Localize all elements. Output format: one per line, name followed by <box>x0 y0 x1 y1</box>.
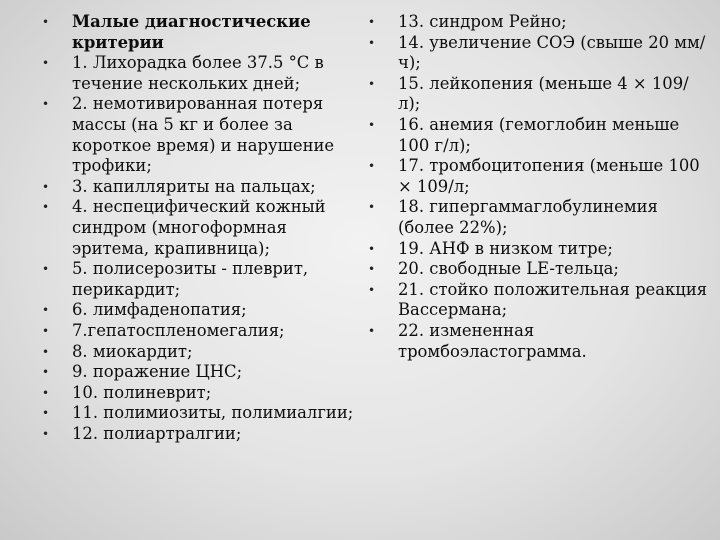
list-item <box>368 12 708 33</box>
bullet-icon: • <box>42 262 50 277</box>
list-item <box>42 94 354 176</box>
bullet-icon: • <box>42 365 50 380</box>
criterion-text: 12. полиартралгии; <box>72 423 242 443</box>
criterion-text: 9. поражение ЦНС; <box>72 362 243 382</box>
bullet-icon: • <box>368 159 376 174</box>
criterion-text: 3. капилляриты на пальцах; <box>72 176 316 196</box>
criterion-text: 14. увеличение СОЭ (свыше 20 мм/ч); <box>398 32 706 73</box>
list-item <box>42 362 354 383</box>
bullet-icon: • <box>368 282 376 297</box>
criterion-text: 10. полиневрит; <box>72 382 212 402</box>
list-item <box>42 197 354 259</box>
list-item <box>368 239 708 260</box>
criterion-text: 13. синдром Рейно; <box>398 12 567 31</box>
criterion-text: 4. неспецифический кожный синдром (многоформная эритема, крапивница); <box>72 197 326 258</box>
criterion-text: 11. полимиозиты, полимиалгии; <box>72 403 354 423</box>
criterion-text: 21. стойко положительная реакция Вассермана; <box>398 279 708 320</box>
bullet-icon: • <box>42 303 50 318</box>
list-item <box>368 197 708 238</box>
list-item <box>42 342 354 363</box>
list-item <box>368 156 708 197</box>
bullet-icon: • <box>368 117 376 132</box>
list-item <box>42 300 354 321</box>
bullet-icon: • <box>42 385 50 400</box>
criterion-text: 17. тромбоцитопения (меньше 100 × 109/л; <box>398 156 700 196</box>
list-item <box>368 280 708 321</box>
criterion-text: 15. лейкопения (меньше 4 × 109/л); <box>398 73 689 114</box>
bullet-icon: • <box>42 406 50 421</box>
criterion-text: 5. полисерозиты - плеврит, перикардит; <box>72 259 309 299</box>
criterion-text: 8. миокардит; <box>72 341 193 361</box>
criterion-text: 7.гепатоспленомегалия; <box>72 320 285 340</box>
bullet-icon: • <box>368 241 376 256</box>
list-item <box>42 259 354 300</box>
bullet-icon: • <box>368 200 376 215</box>
criterion-text: 1. Лихорадка более 37.5 °С в течение нескольких дней; <box>72 53 324 93</box>
list-heading <box>42 12 354 53</box>
list-item <box>368 115 708 156</box>
criterion-text: 20. свободные LE-тельца; <box>398 259 619 279</box>
bullet-icon: • <box>368 76 376 91</box>
bullet-icon: • <box>368 35 376 50</box>
criterion-text: 2. немотивированная потеря массы (на 5 кг и более за короткое время) и нарушение трофики; <box>72 94 335 176</box>
list-item <box>368 74 708 115</box>
list-item <box>42 321 354 342</box>
bullet-icon: • <box>42 426 50 441</box>
criterion-text: 6. лимфаденопатия; <box>72 300 247 320</box>
criterion-text: 19. АНФ в низком титре; <box>398 238 613 258</box>
list-item <box>42 403 354 424</box>
bullet-icon: • <box>42 200 50 215</box>
list-item <box>42 383 354 404</box>
bullet-icon: • <box>42 179 50 194</box>
minor-criteria-right-list <box>368 12 708 362</box>
bullet-icon: • <box>42 15 50 29</box>
criterion-text: 18. гипергаммаглобулинемия (более 22%); <box>398 197 658 237</box>
list-item <box>368 33 708 74</box>
bullet-icon: • <box>368 262 376 277</box>
list-item <box>42 53 354 94</box>
criteria-heading: Малые диагностические критерии <box>72 12 311 52</box>
list-item <box>368 321 708 362</box>
bullet-icon: • <box>42 344 50 359</box>
bullet-icon: • <box>42 97 50 112</box>
list-item <box>42 424 354 445</box>
bullet-icon: • <box>42 56 50 71</box>
list-item <box>42 177 354 198</box>
bullet-icon: • <box>42 323 50 338</box>
bullet-icon: • <box>368 15 376 29</box>
criterion-text: 22. измененная тромбоэластограмма. <box>398 320 587 361</box>
bullet-icon: • <box>368 323 376 338</box>
list-item <box>368 259 708 280</box>
minor-criteria-left-list <box>42 12 354 444</box>
criterion-text: 16. анемия (гемоглобин меньше 100 г/л); <box>398 114 680 155</box>
